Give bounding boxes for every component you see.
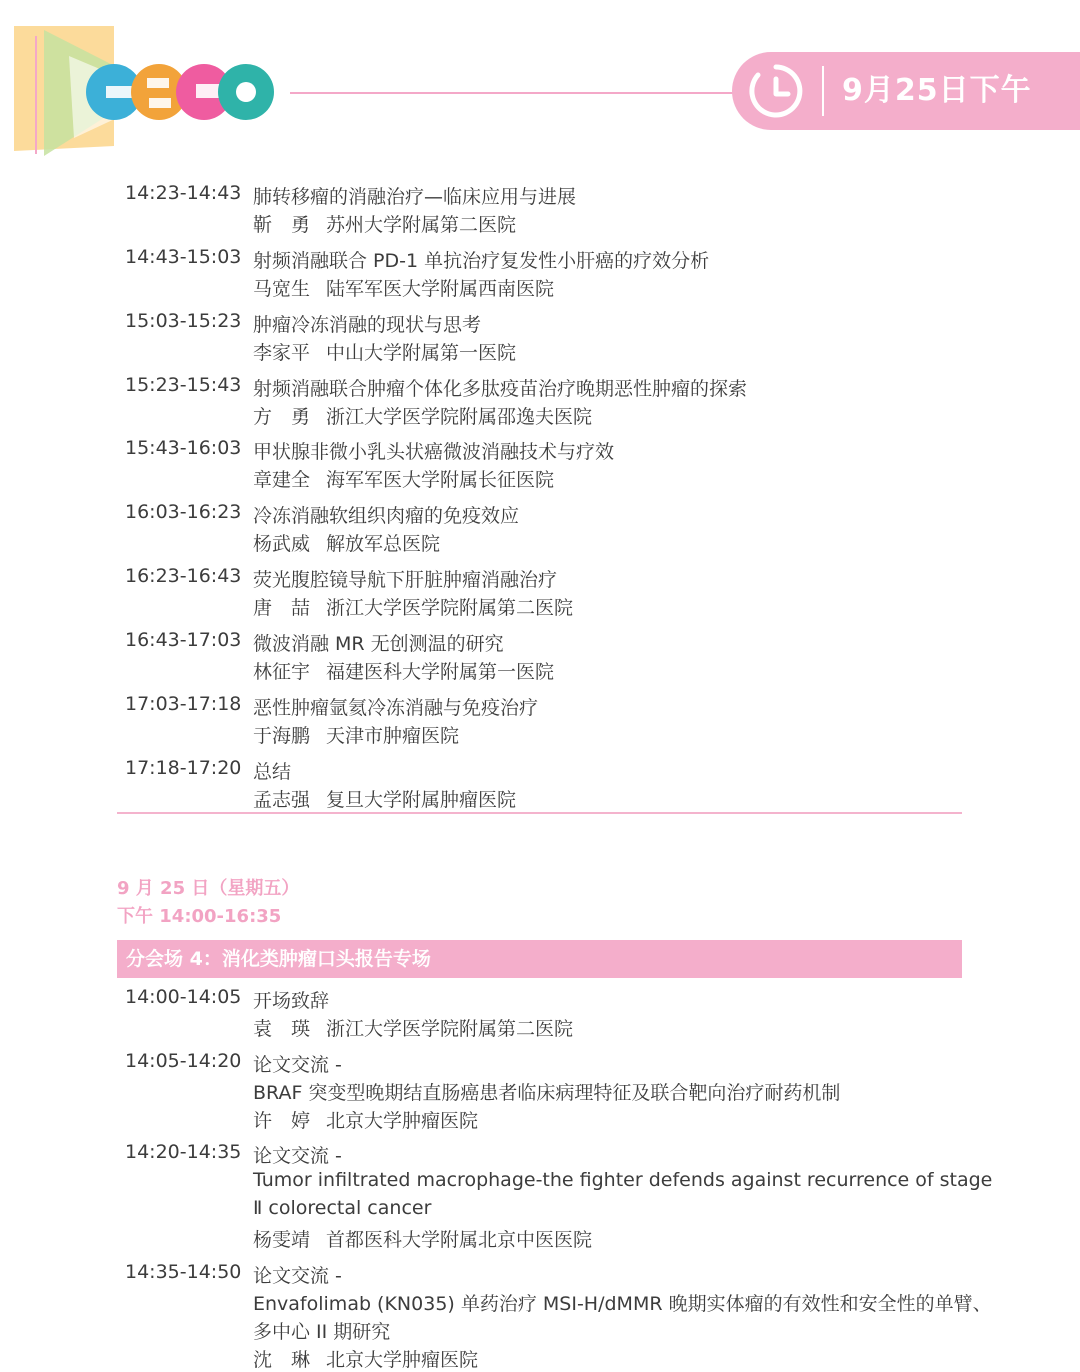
speaker-institution: 中山大学附属第一医院	[326, 342, 517, 364]
speaker-name: 杨武威	[253, 533, 311, 555]
time-slot: 14:00-14:05	[125, 986, 242, 1008]
time-slot: 16:03-16:23	[125, 501, 242, 523]
speaker-name: 许 婷	[253, 1110, 311, 1132]
talk-title-line: 开场致辞	[253, 990, 330, 1012]
time-slot: 16:43-17:03	[125, 629, 242, 651]
speaker-name: 马宽生	[253, 278, 311, 300]
date-badge	[732, 52, 1080, 130]
time-slot: 14:23-14:43	[125, 182, 242, 204]
date-label: 9月25日下午	[842, 73, 1032, 108]
time-slot: 14:43-15:03	[125, 246, 242, 268]
talk-title: 射频消融联合肿瘤个体化多肽疫苗治疗晚期恶性肿瘤的探索	[253, 378, 748, 400]
talk-title-line: 论文交流 -	[253, 1145, 342, 1167]
session-title: 分会场 4：消化类肿瘤口头报告专场	[126, 948, 431, 970]
talk-title-line: BRAF 突变型晚期结直肠癌患者临床病理特征及联合靶向治疗耐药机制	[253, 1082, 841, 1104]
speaker-institution: 解放军总医院	[326, 533, 441, 555]
speaker-institution: 北京大学肿瘤医院	[326, 1110, 479, 1132]
talk-title-line: Envafolimab (KN035) 单药治疗 MSI-H/dMMR 晚期实体瘤的有效性和安全性的单臂、	[253, 1293, 992, 1315]
talk-title-line: 多中心 II 期研究	[253, 1321, 391, 1343]
speaker-institution: 北京大学肿瘤医院	[326, 1349, 479, 1371]
time-slot: 15:23-15:43	[125, 374, 242, 396]
page-header	[0, 0, 1080, 165]
session-time: 下午 14:00-16:35	[117, 906, 282, 927]
speaker-institution: 海军军医大学附属长征医院	[326, 469, 555, 491]
talk-title-line: 论文交流 -	[253, 1265, 342, 1287]
section-divider	[117, 812, 962, 814]
session-title-bar	[117, 940, 962, 978]
speaker-institution: 复旦大学附属肿瘤医院	[326, 789, 517, 811]
talk-title: 肺转移瘤的消融治疗—临床应用与进展	[253, 186, 577, 208]
speaker-name: 沈 琳	[253, 1349, 311, 1371]
speaker-institution: 陆军军医大学附属西南医院	[326, 278, 555, 300]
speaker-name: 章建全	[253, 469, 311, 491]
talk-title-line: Tumor infiltrated macrophage-the fighter defends against recurrence of stage	[253, 1169, 993, 1191]
talk-title: 冷冻消融软组织肉瘤的免疫效应	[253, 505, 520, 527]
speaker-name: 袁 瑛	[253, 1018, 311, 1040]
time-slot: 14:20-14:35	[125, 1141, 242, 1163]
clock-icon	[746, 61, 806, 121]
speaker-name: 孟志强	[253, 789, 311, 811]
speaker-institution: 福建医科大学附属第一医院	[326, 661, 555, 683]
talk-title: 荧光腹腔镜导航下肝脏肿瘤消融治疗	[253, 569, 558, 591]
talk-title-line: 论文交流 -	[253, 1054, 342, 1076]
speaker-name: 李家平	[253, 342, 311, 364]
talk-title: 微波消融 MR 无创测温的研究	[253, 633, 504, 655]
speaker-name: 于海鹏	[253, 725, 311, 747]
time-slot: 15:03-15:23	[125, 310, 242, 332]
time-slot: 16:23-16:43	[125, 565, 242, 587]
talk-title: 甲状腺非微小乳头状癌微波消融技术与疗效	[253, 441, 615, 463]
talk-title: 恶性肿瘤氩氦冷冻消融与免疫治疗	[253, 697, 539, 719]
talk-title: 射频消融联合 PD-1 单抗治疗复发性小肝癌的疗效分析	[253, 250, 710, 272]
badge-divider	[822, 66, 824, 116]
speaker-name: 靳 勇	[253, 214, 311, 236]
session-date: 9 月 25 日（星期五）	[117, 878, 300, 899]
header-rule	[290, 92, 740, 94]
speaker-institution: 苏州大学附属第二医院	[326, 214, 517, 236]
time-slot: 15:43-16:03	[125, 437, 242, 459]
time-slot: 14:05-14:20	[125, 1050, 242, 1072]
csco-logo	[14, 26, 284, 162]
speaker-name: 唐 喆	[253, 597, 311, 619]
time-slot: 17:18-17:20	[125, 757, 242, 779]
talk-title-line: Ⅱ colorectal cancer	[253, 1197, 432, 1219]
speaker-institution: 浙江大学医学院附属邵逸夫医院	[326, 406, 593, 428]
speaker-institution: 首都医科大学附属北京中医医院	[326, 1229, 593, 1251]
speaker-institution: 浙江大学医学院附属第二医院	[326, 1018, 574, 1040]
talk-title: 总结	[253, 761, 292, 783]
talk-title: 肿瘤冷冻消融的现状与思考	[253, 314, 482, 336]
speaker-institution: 浙江大学医学院附属第二医院	[326, 597, 574, 619]
speaker-institution: 天津市肿瘤医院	[326, 725, 460, 747]
time-slot: 14:35-14:50	[125, 1261, 242, 1283]
speaker-name: 杨雯靖	[253, 1229, 311, 1251]
speaker-name: 林征宇	[253, 661, 311, 683]
speaker-name: 方 勇	[253, 406, 311, 428]
time-slot: 17:03-17:18	[125, 693, 242, 715]
